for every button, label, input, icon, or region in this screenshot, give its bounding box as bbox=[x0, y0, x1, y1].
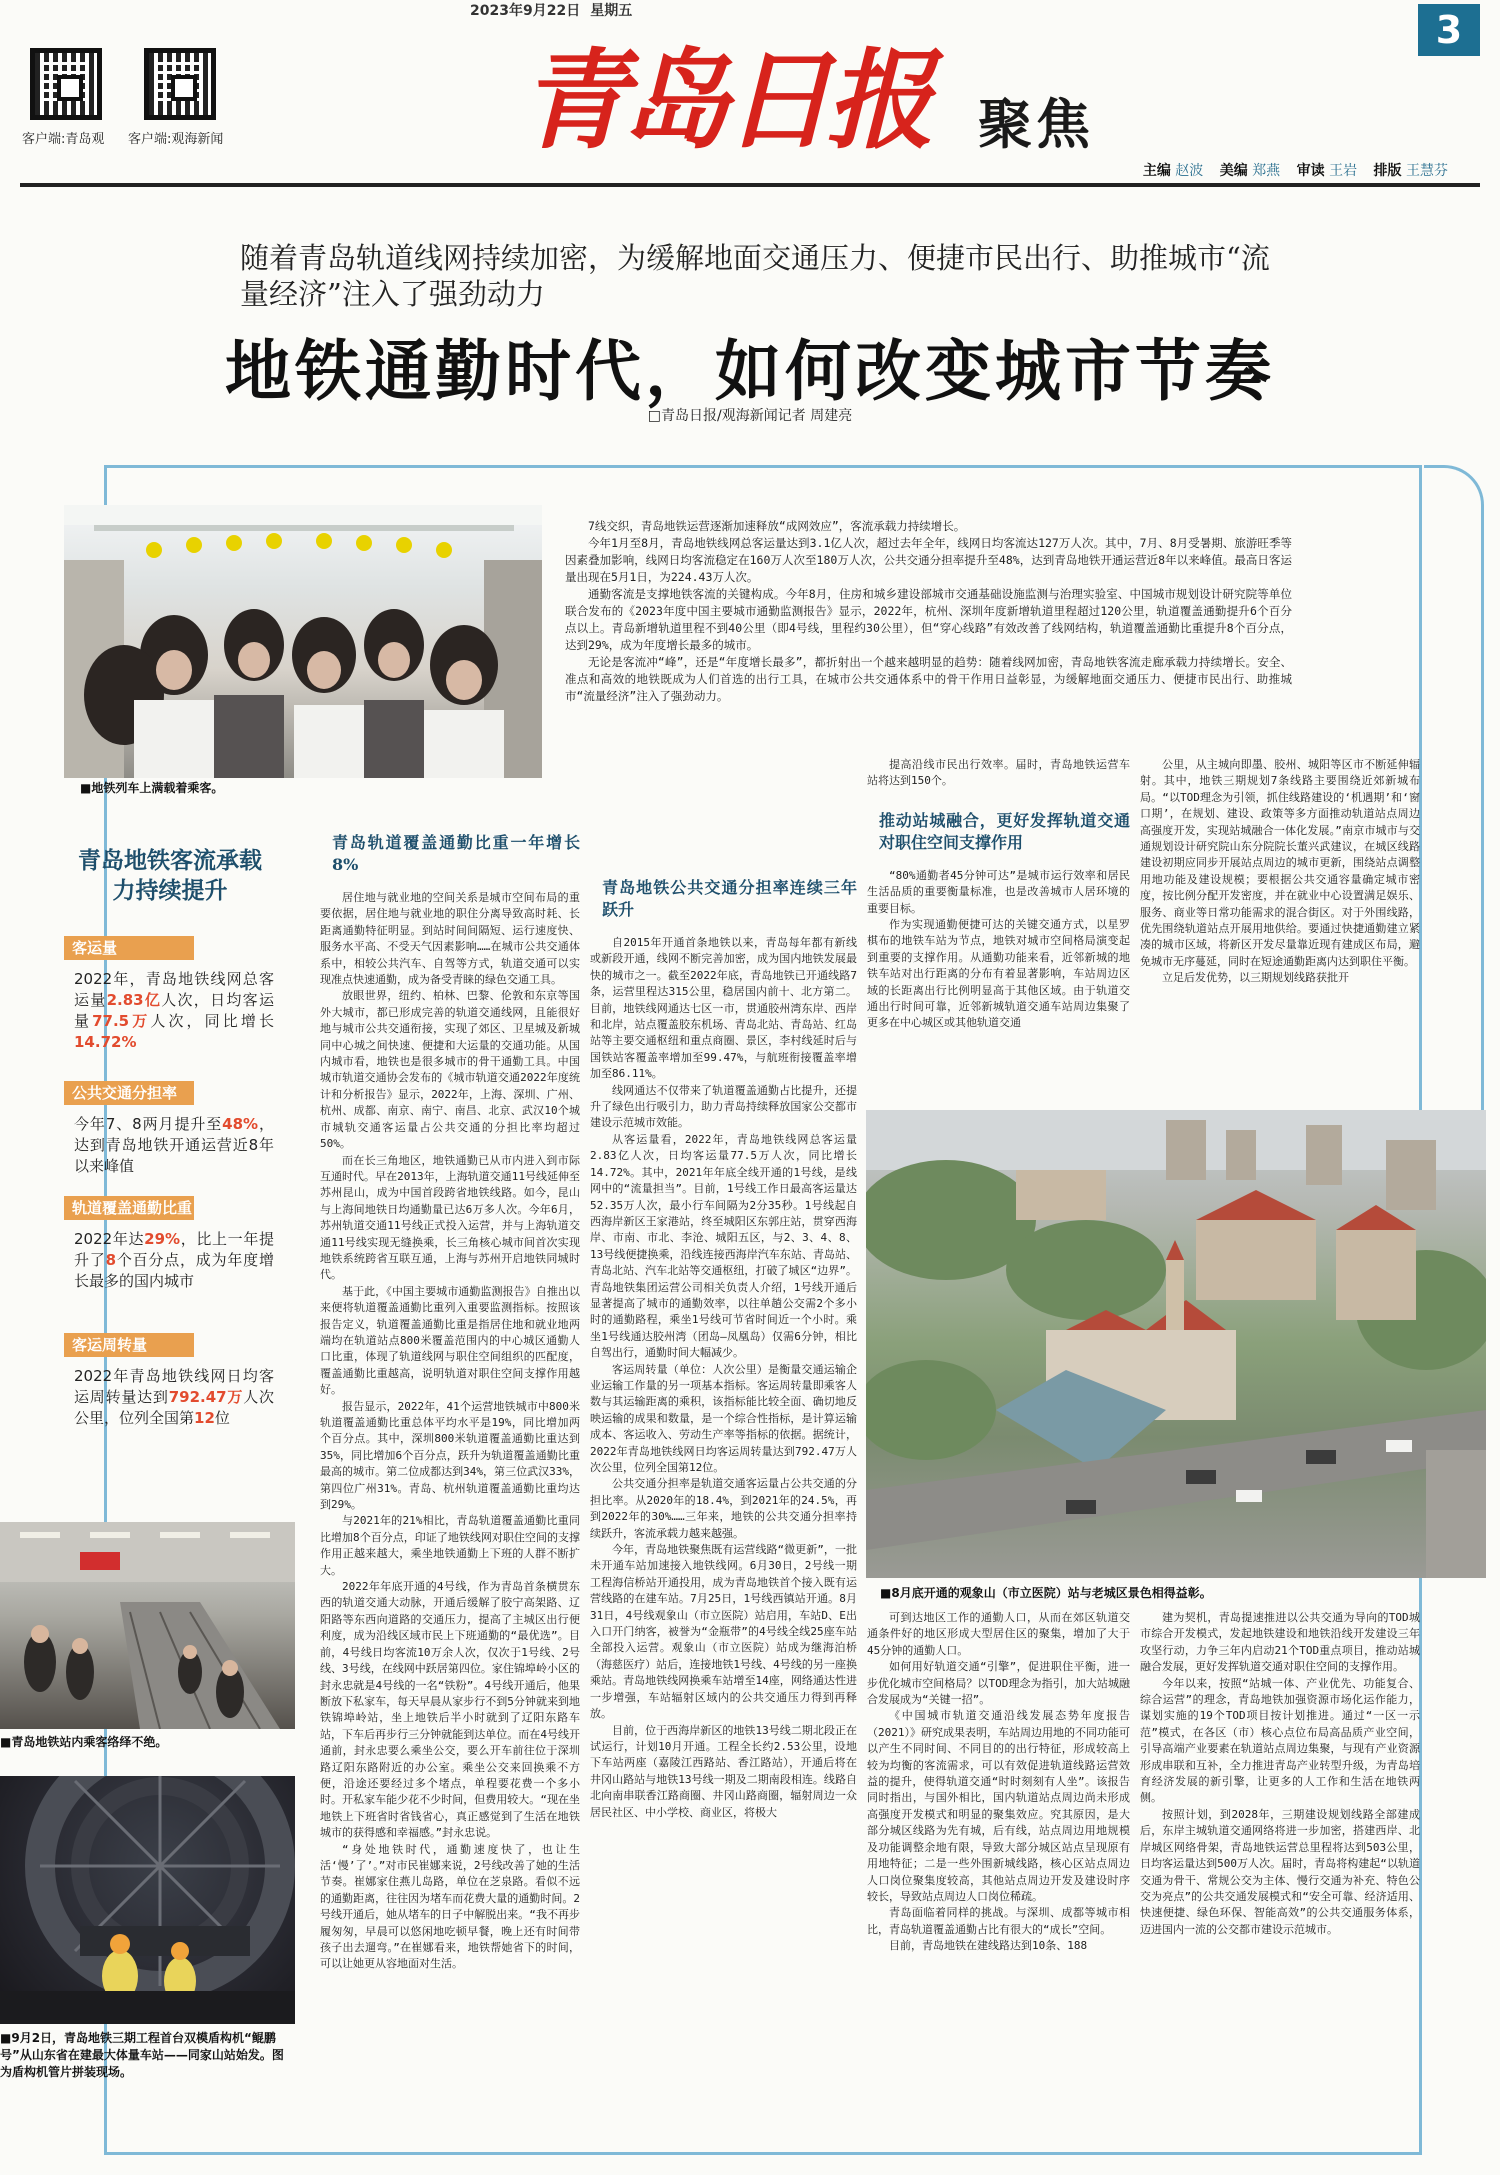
photo-aerial-city bbox=[866, 1110, 1486, 1578]
paragraph: 作为实现通勤便捷可达的关键交通方式，以星罗棋布的地铁车站为节点，地铁对城市空间格局演变起到重要的支撑作用。从通勤功能来看，近邻新城的地铁车站对出行距离的分布有着显著影响，车站周边区域的长距离出行比例明显高于其他区域。由于轨道交通出行时间可靠，近邻新城轨道交通车站周边集聚了更多在中心城区或其他轨道交通 bbox=[867, 918, 1130, 1030]
svg-text:青岛日报: 青岛日报 bbox=[520, 38, 929, 158]
sidebar-stats-box bbox=[64, 811, 274, 1516]
paragraph: 公共交通分担率是轨道交通客运量占公共交通的分担比率。从2020年的18.4%，到2021年的24.5%，再到2022年的30%……三年来，地铁的公共交通分担率持续跃升，客流承载力越来越强。 bbox=[590, 1477, 857, 1540]
photo-caption-station: ■青岛地铁站内乘客络绎不绝。 bbox=[0, 1735, 168, 1749]
paragraph: 目前，青岛地铁在建线路达到10条、188 bbox=[889, 1939, 1088, 1953]
sidebar-title: 青岛地铁客流承载力持续提升 bbox=[78, 847, 262, 904]
paragraph: 与2021年的21%相比，青岛轨道覆盖通勤比重同比增加8个百分点，印证了地铁线网对职住空间的支撑作用正越来越大，乘坐地铁通勤上下班的人群不断扩大。 bbox=[320, 1514, 580, 1577]
paragraph: 建为契机，青岛提速推进以公共交通为导向的TOD城市综合开发模式，发起地铁建设和地铁沿线开发建设三年攻坚行动，力争三年内启动21个TOD重点项目，推动站城融合发展，更好发挥轨道交通对职住空间的支撑作用。 bbox=[1140, 1611, 1420, 1674]
paragraph: 今年，青岛地铁聚焦既有运营线路“微更新”，一批未开通车站加速接入地铁线网。6月30日，2号线一期工程海信桥站开通投用，成为青岛地铁首个接入既有运营线路的在建车站。7月25日，1号线西镇站开通。8月31日，4号线观象山（市立医院）站启用，车站D、E出入口开门纳客，被誉为“金瓶带”的4号线全线25座车站全部投入运营。观象山（市立医院）站成为继海泊桥（海慈医疗）站后，连接地铁1号线、4号线的另一座换乘站。青岛地铁线网换乘车站增至14座，网络通达性进一步增强，车站辐射区域内的公共交通压力得到再释放。 bbox=[590, 1543, 857, 1721]
paragraph: 居住地与就业地的空间关系是城市空间布局的重要依据，居住地与就业地的职住分离导致高时耗、长距离通勤特征明显。到站时间间隔短、运行速度快、服务水平高、不受天气因素影响……在城市公共交通体系中，相较公共汽车、自驾等方式，轨道交通可以实现准点快速通勤，成为备受青睐的绿色交通工具。 bbox=[320, 891, 580, 987]
page-number: 3 bbox=[1418, 4, 1480, 56]
paragraph: 基于此，《中国主要城市通勤监测报告》自推出以来便将轨道覆盖通勤比重列入重要监测指标。按照该报告定义，轨道覆盖通勤比重是指居住地和就业地两端均在轨道站点800米覆盖范围内的中心城区通勤人口比重，体现了轨道线网与职住空间组织的匹配度，覆盖通勤比重越高，说明轨道对职住空间支撑作用越好。 bbox=[320, 1284, 580, 1397]
subheading: 青岛地铁公共交通分担率连续三年跃升 bbox=[602, 878, 857, 919]
intro-paragraph: 今年1月至8月，青岛地铁线网总客运量达到3.1亿人次，超过去年全年，线网日均客流达127万人次。其中，7月、8月受暑期、旅游旺季等因素叠加影响，线网日均客流稳定在160万人次至180万人次，公共交通分担率提升至48%，达到青岛地铁开通运营近8年以来峰值。最高日客运量出现在5月1日，为224.43万人次。 bbox=[565, 536, 1292, 584]
paragraph: 可到达地区工作的通勤人口，从而在郊区轨道交通条件好的地区形成大型居住区的聚集，增加了大于45分钟的通勤人口。 bbox=[867, 1611, 1130, 1657]
main-headline: 地铁通勤时代，如何改变城市节奏 bbox=[225, 332, 1275, 410]
paragraph: 线网通达不仅带来了轨道覆盖通勤占比提升，还提升了绿色出行吸引力，助力青岛持续释放国家公交都市建设示范城市效能。 bbox=[590, 1083, 857, 1130]
qr-caption: 客户端:观海新闻 bbox=[128, 132, 224, 147]
paragraph: 如何用好轨道交通“引擎”，促进职住平衡，进一步优化城市空间格局？以TOD理念为指引，加大站城融合发展成为“关键一招”。 bbox=[867, 1660, 1130, 1707]
paragraph: 放眼世界，纽约、柏林、巴黎、伦敦和东京等国外大城市，都已形成完善的轨道交通线网，且能很好地与城市公共交通衔接，实现了郊区、卫星城及新城同中心城之间快速、便捷和大运量的交通功能。从国内城市看，地铁也是很多城市的骨干通勤工具。中国城市轨道交通协会发布的《城市轨道交通2022年度统计和分析报告》显示，2022年，上海、深圳、广州、杭州、成都、南京、南宁、南昌、北京、武汉10个城市城轨交通客运量占公共交通的分担比率均超过50%。 bbox=[320, 989, 580, 1151]
paragraph: “80%通勤者45分钟可达”是城市运行效率和居民生活品质的重要衡量标准，也是改善城市人居环境的重要目标。 bbox=[867, 868, 1130, 915]
sidebar-head-coverage: 轨道覆盖通勤比重 bbox=[64, 1196, 194, 1220]
paragraph: 目前，位于西海岸新区的地铁13号线二期北段正在试运行，计划10月开通。工程全长约2.53公里，设地下车站两座（嘉陵江西路站、香江路站），开通后将在井冈山路站与地铁13号线一期及二期南段相连。线路自北向南串联香江路商圈、井冈山路商圈，辐射周边一众居民社区、中小学校、商业区，将极大 bbox=[590, 1723, 857, 1819]
intro-paragraph: 无论是客流冲“峰”，还是“年度增长最多”，都折射出一个越来越明显的趋势：随着线网加密，青岛地铁客流走廊承载力持续增长。安全、准点和高效的地铁既成为人们首选的出行工具，在城市公共交通体系中的骨干作用日益彰显，为缓解地面交通压力、便捷市民出行、助推城市“流量经济”注入了强劲动力。 bbox=[565, 655, 1292, 703]
paragraph: 而在长三角地区，地铁通勤已从市内进入到市际互通时代。早在2013年，上海轨道交通11号线延伸至苏州昆山，成为中国首段跨省地铁线路。如今，昆山与上海间地铁日均通勤量已达6万多人次。今年6月，苏州轨道交通11号线正式投入运营，并与上海轨道交通11号线实现无缝换乘，长三角核心城市间首次实现地铁系统跨省互联互通，上海与苏州开启地铁同城时代。 bbox=[320, 1153, 580, 1282]
paragraph: 从客运量看，2022年，青岛地铁线网总客运量2.83亿人次，日均客运量77.5万人次，同比增长14.72%。其中，2021年年底全线开通的1号线，是线网中的“流量担当”。目前，1号线工作日最高客运量达52.35万人次，最小行车间隔为2分35秒。1号线起自西海岸新区王家港站，终至城阳区东郭庄站，贯穿西海岸、市南、市北、李沧、城阳五区，与2、3、4、8、13号线便捷换乘，沿线连接西海岸汽车东站、青岛站、青岛北站、汽车北站等交通枢纽，打破了城区“边界”。青岛地铁集团运营公司相关负责人介绍，1号线开通后显著提高了城市的通勤效率，以往单趟公交需2个多小时的通勤路程，乘坐1号线可节省时间近一个小时。乘坐1号线通达胶州湾（团岛—凤凰岛）仅需6分钟，相比自驾出行，通勤时间大幅减少。 bbox=[590, 1132, 857, 1360]
paragraph: “身处地铁时代，通勤速度快了，也让生活‘慢’了’。”对市民崔娜来说，2号线改善了她的生活节奏。崔娜家住燕儿岛路，单位在芝泉路。看似不远的通勤距离，往往因为堵车而花费大量的通勤时间。2号线开通后，她从堵车的日子中解脱出来。“我不再步履匆匆，早晨可以悠闲地吃顿早餐，晚上还有时间带孩子出去遛弯。”在崔娜看来，地铁帮她省下的时间，可以让她更从容地面对生活。 bbox=[320, 1842, 580, 1971]
intro-paragraph: 通勤客流是支撑地铁客流的关键构成。今年8月，住房和城乡建设部城市交通基础设施监测与治理实验室、中国城市规划设计研究院等单位联合发布的《2023年度中国主要城市通勤监测报告》显示，2022年，杭州、深圳年度新增轨道里程超过120公里，轨道覆盖通勤提升6个百分点以上。青岛新增轨道里程不到40公里（即4号线，里程约30公里），但“穿心线路”有效改善了线网结构，轨道覆盖通勤比重提升8个百分点，达到29%，成为年度增长最多的城市。 bbox=[565, 587, 1292, 652]
photo-subway-car bbox=[64, 505, 542, 778]
paragraph: 报告显示，2022年，41个运营地铁城市中800米轨道覆盖通勤比重总体平均水平是19%，同比增加两个百分点。其中，深圳800米轨道覆盖通勤比重达到35%，同比增加6个百分点，跃升为轨道覆盖通勤比重最高的城市。第二位成都达到34%，第三位武汉33%，第四位广州31%。青岛、杭州轨道覆盖通勤比重均达到29%。 bbox=[320, 1399, 580, 1512]
sidebar-text-coverage: 2022年达29%，比上一年提升了8个百分点，成为年度增长最多的国内城市 bbox=[74, 1230, 274, 1290]
paragraph: 客运周转量（单位：人次公里）是衡量交通运输企业运输工作量的另一项基本指标。客运周转量即乘客人数与其运输距离的乘积，该指标能比较全面、确切地反映运输的成果和数量，是一个综合性指标，是计算运输成本、客运收入、劳动生产率等指标的依据。据统计，2022年青岛地铁线网日均客运周转量达到792.47万人次公里，位列全国第12位。 bbox=[590, 1362, 857, 1474]
section-title: 聚焦 bbox=[978, 92, 1094, 156]
intro-paragraph: 7线交织，青岛地铁运营逐渐加速释放“成网效应”，客流承载力持续增长。 bbox=[588, 519, 966, 533]
masthead-rule bbox=[20, 183, 1480, 187]
paragraph: 公里，从主城向即墨、胶州、城阳等区市不断延伸辐射。其中，地铁三期规划7条线路主要围绕近郊新城布局。“以TOD理念为引领，抓住线路建设的‘机遇期’和‘窗口期’，在规划、建设、政策等多方面推动轨道站点周边高强度开发，实现站城融合一体化发展。”南京市城市与交通规划设计研究院山东分院院长董兴武建议，在城区线路建设初期应同步开展站点周边的城市更新，围绕站点调整用地功能及建设规模；要根据公共交通容量确定城市密度，按比例分配开发密度，并在就业中心设置满足娱乐、服务、商业等日常功能需求的混合街区。对于外围线路，优先围绕轨道站点开展用地供给。要通过快捷通勤建立紧凑的城市区域，将新区开发尽量靠近现有建成区布局，避免城市无序蔓延，同时在短途通勤距离内达到职住平衡。 bbox=[1140, 758, 1420, 968]
article-column bbox=[867, 1610, 1130, 2150]
article-intro bbox=[565, 518, 1292, 728]
date-text: 2023年9月22日 bbox=[470, 3, 581, 19]
photo-caption-aerial: ■8月底开通的观象山（市立医院）站与老城区景色相得益彰。 bbox=[880, 1586, 1212, 1600]
qr-code-icon[interactable] bbox=[144, 48, 216, 120]
paragraph: 按照计划，到2028年，三期建设规划线路全部建成后，东岸主城轨道交通网络将进一步加密，搭建西岸、北岸城区网络骨架，青岛地铁运营总里程将达到503公里，日均客运量达到500万人次。届时，青岛将构建起“以轨道交通为骨干、常规公交为主体、慢行交通为补充、特色公交为亮点”的公共交通发展模式和“安全可靠、经济适用、快速便捷、绿色环保、智能高效”的公共交通服务体系，迈进国内一流的公交都市建设示范城市。 bbox=[1140, 1807, 1420, 1936]
sidebar-head-turnover: 客运周转量 bbox=[64, 1333, 194, 1357]
kicker-headline: 随着青岛轨道线网持续加密，为缓解地面交通压力、便捷市民出行、助推城市“流量经济”注入了强劲动力 bbox=[240, 241, 1270, 311]
paragraph: 自2015年开通首条地铁以来，青岛每年都有新线或新段开通，线网不断完善加密，成为国内地铁发展最快的城市之一。截至2022年底，青岛地铁已开通线路7条，运营里程达315公里，稳居国内前十、北方第二。目前，地铁线网通达七区一市，贯通胶州湾东岸、西岸和北岸，站点覆盖胶东机场、青岛北站、青岛站、红岛站等主要交通枢纽和重点商圈、景区，李村线延时后与国铁站客覆盖率增加至99.47%，与航班衔接覆盖率增加至86.11%。 bbox=[590, 936, 857, 1081]
photo-caption-tunnel: ■9月2日，青岛地铁三期工程首台双模盾构机“鲲鹏号”从山东省在建最大体量车站——同家山站始发。图为盾构机管片拼装现场。 bbox=[0, 2031, 284, 2079]
photo-station bbox=[0, 1522, 295, 1729]
editor-credits: 主编 赵波 美编 郑燕 审读 王岩 排版 王慧芬 bbox=[1142, 163, 1448, 179]
article-column bbox=[867, 757, 1130, 1105]
photo-caption-subway: ■地铁列车上满载着乘客。 bbox=[80, 781, 224, 795]
article-column bbox=[1140, 757, 1420, 1105]
subheading: 推动站城融合，更好发挥轨道交通对职住空间支撑作用 bbox=[879, 810, 1130, 852]
sidebar-text-share: 今年7、8两月提升至48%，达到青岛地铁开通运营近8年以来峰值 bbox=[74, 1115, 274, 1175]
issue-date bbox=[470, 0, 632, 20]
weekday-text: 星期五 bbox=[590, 3, 633, 19]
sidebar-text-turnover: 2022年青岛地铁线网日均客运周转量达到792.47万人次公里，位列全国第12位 bbox=[74, 1367, 274, 1427]
paragraph: 《中国城市轨道交通沿线发展态势年度报告（2021）》研究成果表明，车站周边用地的不同功能可以产生不同时间、不同目的的出行特征，形成较高上较为均衡的客流需求，可以有效促进轨道线路运营效益的提升，使得轨道交通“时时刻刻有人坐”。该报告同时指出，与国外相比，国内轨道站点周边尚未形成高强度开发模式和明显的聚集效应。究其原因，是大部分城区线路为先有城，后有线，站点周边用地规模及功能调整余地有限，导致大部分城区站点呈现原有用地特征；二是一些外围新城线路，核心区站点周边人口岗位聚集度较高，其他站点周边开发及建设时序较长，导致站点周边人口岗位稀疏。 bbox=[867, 1709, 1130, 1903]
paper-logo bbox=[520, 28, 960, 158]
paragraph: 今年以来，按照“站城一体、产业优先、功能复合、综合运营”的理念，青岛地铁加强资源市场化运作能力，谋划实施的19个TOD项目按计划推进。通过“一区一示范”模式，在各区（市）核心点位布局高品质产业空间，引导高端产业要素在轨道站点周边集聚，与现有产业资源形成串联和互补，全力推进青岛产业转型升级，为青岛培育经济发展的新引擎，让更多的人工作和生活在地铁两侧。 bbox=[1140, 1676, 1420, 1805]
article-column bbox=[590, 757, 857, 2150]
sidebar-head-share: 公共交通分担率 bbox=[64, 1081, 194, 1105]
sidebar-head-ridership: 客运量 bbox=[64, 936, 194, 960]
article-column bbox=[1140, 1610, 1420, 2150]
subheading: 青岛轨道覆盖通勤比重一年增长8% bbox=[332, 833, 580, 874]
paragraph: 青岛面临着同样的挑战。与深圳、成都等城市相比，青岛轨道覆盖通勤占比有很大的“成长”空间。 bbox=[867, 1906, 1130, 1936]
qr-caption: 客户端:青岛观 bbox=[22, 132, 105, 147]
photo-tunnel bbox=[0, 1776, 295, 2024]
paragraph: 2022年年底开通的4号线，作为青岛首条横贯东西的轨道交通大动脉，开通后缓解了胶宁高架路、辽阳路等东西向道路的交通压力，提高了主城区出行便利度，成为沿线区域市民上下班通勤的“最优选”。目前，4号线日均客流10万余人次，仅次于1号线、2号线、3号线，在线网中跃居第四位。家住锦埠岭小区的封永忠就是4号线的一名“铁粉”。4号线开通后，他果断放下私家车，每天早晨从家步行不到5分钟就来到地铁锦埠岭站，坐上地铁后半小时就到了辽阳东路车站，下车后再步行三分钟就能到达单位。而在4号线开通前，封永忠要么乘坐公交，要么开车前往位于深圳路辽阳东路附近的办公室。乘坐公交来回换乘不方便，沿途还要经过多个堵点，单程要花费一个多小时。开私家车能少花不少时间，但费用较大。“现在坐地铁上下班省时省钱省心，真正感觉到了生活在地铁城市的获得感和幸福感。”封永忠说。 bbox=[320, 1580, 580, 1840]
qr-code-icon[interactable] bbox=[30, 48, 102, 120]
byline: □青岛日报/观海新闻记者 周建亮 bbox=[647, 408, 853, 424]
sidebar-text-ridership: 2022年，青岛地铁线网总客运量2.83亿人次，日均客运量77.5万人次，同比增长14.72% bbox=[74, 970, 274, 1051]
paragraph: 立足后发优势，以三期规划线路获批开 bbox=[1162, 971, 1349, 985]
article-column bbox=[320, 832, 580, 2150]
paragraph: 提高沿线市民出行效率。届时，青岛地铁运营车站将达到150个。 bbox=[867, 758, 1130, 788]
